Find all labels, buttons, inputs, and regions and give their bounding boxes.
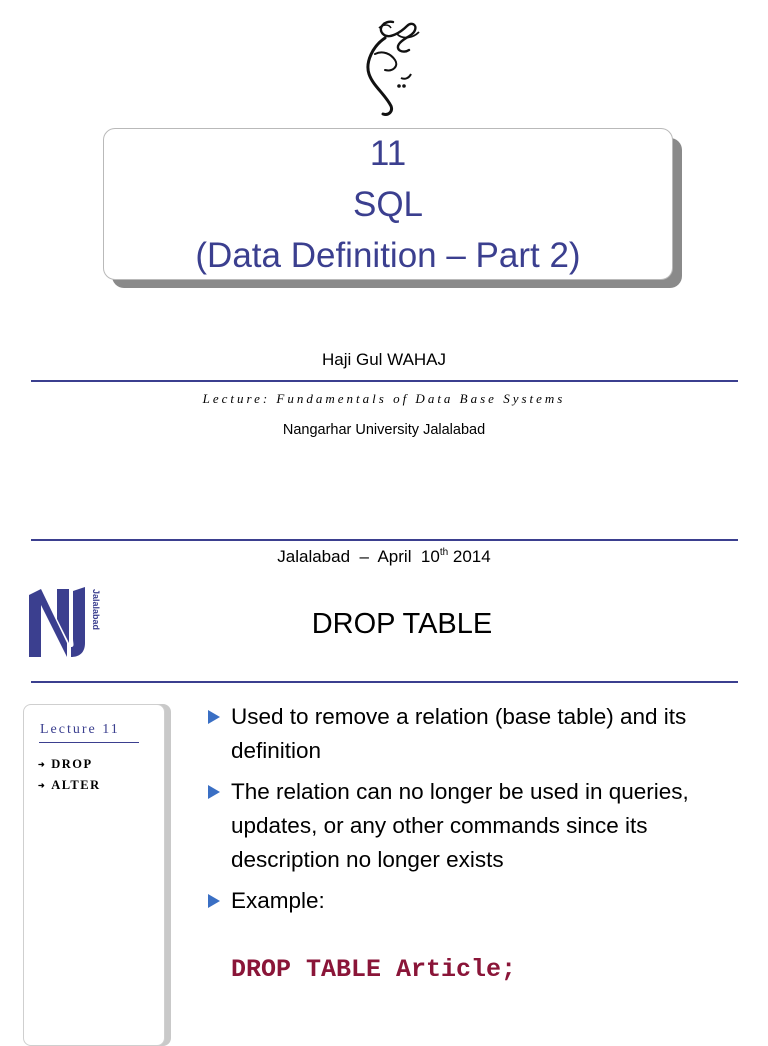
divider-top: [31, 380, 738, 382]
slide-title: DROP TABLE: [311, 608, 493, 640]
date-year: 2014: [448, 547, 491, 566]
sidebar-title: Lecture 11: [40, 722, 120, 737]
date-line: [0, 547, 768, 567]
sidebar-item-drop[interactable]: [38, 757, 93, 772]
logo-vertical-text: Jalalabad: [91, 589, 101, 631]
arrow-right-icon: ➜: [38, 760, 47, 769]
sidebar-item-label: ALTER: [51, 778, 101, 792]
bullet-text: Example:: [231, 888, 325, 913]
triangle-bullet-icon: [208, 785, 220, 799]
date-ordinal: th: [439, 547, 449, 558]
university-logo: [27, 585, 99, 659]
title-box: [103, 128, 673, 280]
arrow-right-icon: ➜: [38, 781, 47, 790]
lecture-number: 11: [369, 133, 407, 173]
bullet-text: The relation can no longer be used in queries, updates, or any other commands since its description no longer exists: [231, 779, 689, 872]
triangle-bullet-icon: [208, 894, 220, 908]
bullet-item: [208, 700, 748, 768]
date-text: Jalalabad – April 10: [277, 547, 440, 566]
bullet-item: [208, 884, 748, 918]
lecture-topic: SQL: [352, 184, 424, 224]
lecture-subtitle: (Data Definition – Part 2): [195, 235, 581, 275]
code-example: DROP TABLE Article;: [231, 955, 517, 984]
lecture-sidebar: [23, 704, 165, 1046]
sidebar-item-alter[interactable]: [38, 778, 101, 793]
lecture-course-line: Lecture: Fundamentals of Data Base Systems: [202, 391, 566, 406]
sidebar-item-label: DROP: [51, 757, 93, 771]
sidebar-divider: [39, 742, 139, 743]
slide-title-divider: [31, 681, 738, 683]
bullet-item: [208, 775, 748, 877]
university-name: Nangarhar University Jalalabad: [282, 422, 486, 438]
bullet-text: Used to remove a relation (base table) and its definition: [231, 704, 687, 763]
triangle-bullet-icon: [208, 710, 220, 724]
author-name: Haji Gul WAHAJ: [321, 350, 447, 369]
divider-bottom: [31, 539, 738, 541]
calligraphy-emblem-icon: [355, 14, 427, 120]
bullet-list: [208, 700, 748, 925]
